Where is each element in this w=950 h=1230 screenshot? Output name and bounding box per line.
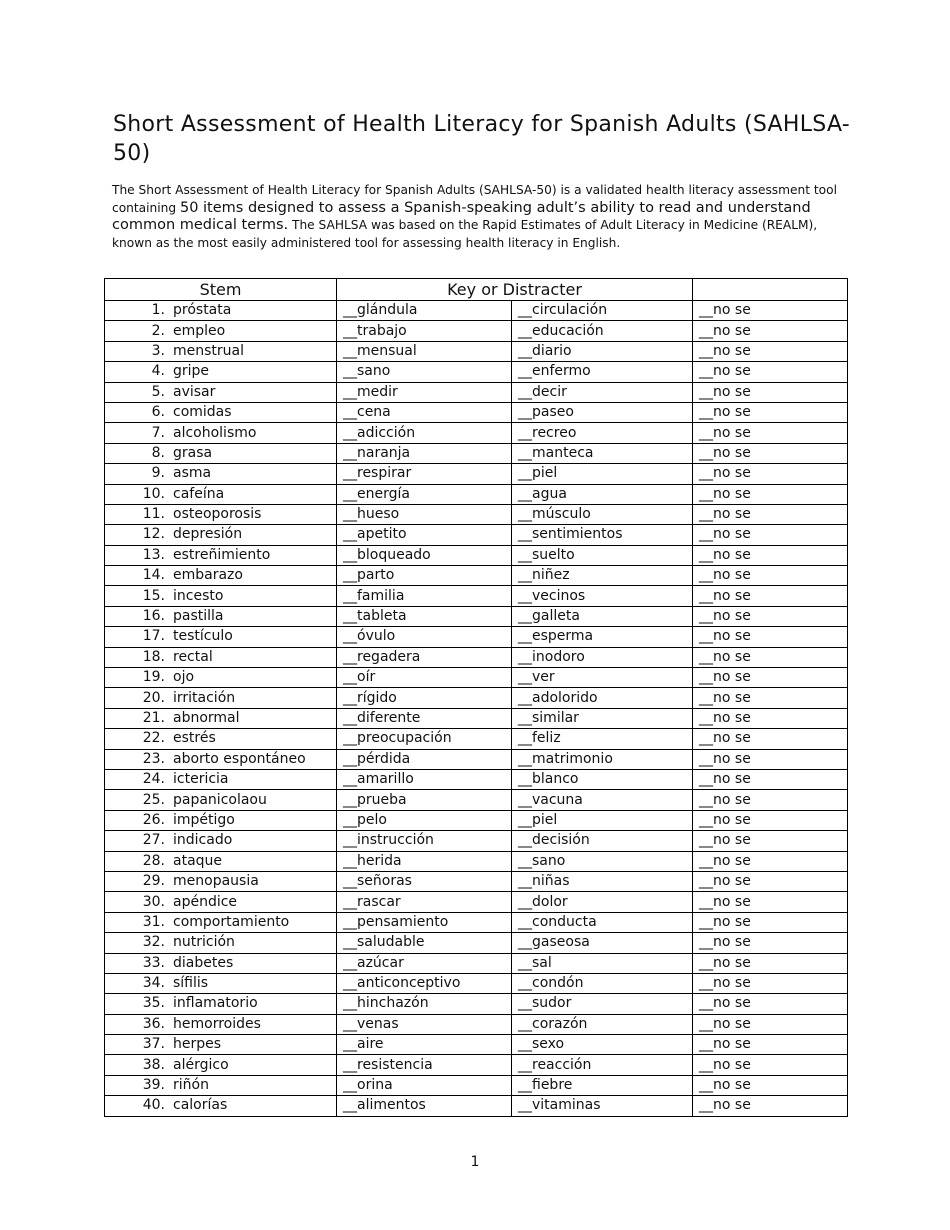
dont-know-option: __no se xyxy=(693,545,848,565)
key-option: __saludable xyxy=(337,933,512,953)
stem-cell xyxy=(105,933,337,953)
table-row xyxy=(105,301,848,321)
key-option: __glándula xyxy=(337,301,512,321)
stem-word: empleo xyxy=(173,322,226,339)
stem-word: osteoporosis xyxy=(173,506,262,523)
distracter-option: __galleta xyxy=(512,606,693,626)
key-option: __mensual xyxy=(337,341,512,361)
stem-cell xyxy=(105,1055,337,1075)
item-number: 31. xyxy=(142,913,165,930)
table-row xyxy=(105,423,848,443)
table-row xyxy=(105,341,848,361)
dont-know-option: __no se xyxy=(693,443,848,463)
key-option: __preocupación xyxy=(337,729,512,749)
stem-cell xyxy=(105,749,337,769)
distracter-option: __músculo xyxy=(512,504,693,524)
dont-know-option: __no se xyxy=(693,423,848,443)
table-row xyxy=(105,1075,848,1095)
item-number: 36. xyxy=(142,1015,165,1032)
distracter-option: __sano xyxy=(512,851,693,871)
stem-word: indicado xyxy=(173,832,233,849)
dont-know-option: __no se xyxy=(693,504,848,524)
dont-know-option: __no se xyxy=(693,1035,848,1055)
distracter-option: __matrimonio xyxy=(512,749,693,769)
dont-know-option: __no se xyxy=(693,525,848,545)
dont-know-option: __no se xyxy=(693,973,848,993)
table-row xyxy=(105,1055,848,1075)
table-row xyxy=(105,647,848,667)
stem-word: avisar xyxy=(173,383,216,400)
item-number: 23. xyxy=(142,750,165,767)
header-blank xyxy=(693,279,848,301)
stem-cell xyxy=(105,994,337,1014)
item-number: 34. xyxy=(142,975,165,992)
table-row xyxy=(105,382,848,402)
item-number: 30. xyxy=(142,893,165,910)
item-number: 25. xyxy=(142,791,165,808)
stem-word: estreñimiento xyxy=(173,546,271,563)
table-row xyxy=(105,525,848,545)
distracter-option: __vecinos xyxy=(512,586,693,606)
stem-word: irritación xyxy=(173,689,236,706)
distracter-option: __niñas xyxy=(512,871,693,891)
dont-know-option: __no se xyxy=(693,749,848,769)
key-option: __energía xyxy=(337,484,512,504)
stem-word: menopausia xyxy=(173,873,259,890)
dont-know-option: __no se xyxy=(693,484,848,504)
stem-cell xyxy=(105,566,337,586)
distracter-option: __enfermo xyxy=(512,362,693,382)
dont-know-option: __no se xyxy=(693,321,848,341)
stem-cell xyxy=(105,708,337,728)
key-option: __naranja xyxy=(337,443,512,463)
item-number: 21. xyxy=(142,710,165,726)
table-row xyxy=(105,1096,848,1116)
stem-word: asma xyxy=(173,465,212,482)
table-row xyxy=(105,504,848,524)
dont-know-option: __no se xyxy=(693,341,848,361)
key-option: __instrucción xyxy=(337,831,512,851)
dont-know-option: __no se xyxy=(693,301,848,321)
stem-word: diabetes xyxy=(173,954,234,971)
table-row xyxy=(105,994,848,1014)
distracter-option: __vitaminas xyxy=(512,1096,693,1116)
stem-word: alérgico xyxy=(173,1056,229,1073)
key-option: __óvulo xyxy=(337,627,512,647)
table-row xyxy=(105,545,848,565)
stem-word: menstrual xyxy=(173,342,245,359)
distracter-option: __manteca xyxy=(512,443,693,463)
item-number: 6. xyxy=(151,404,165,421)
stem-cell xyxy=(105,1035,337,1055)
table-row xyxy=(105,1014,848,1034)
item-number: 13. xyxy=(142,546,165,563)
dont-know-option: __no se xyxy=(693,790,848,810)
key-option: __venas xyxy=(337,1014,512,1034)
key-option: __azúcar xyxy=(337,953,512,973)
item-number: 12. xyxy=(142,526,165,543)
stem-word: próstata xyxy=(173,302,232,319)
item-number: 18. xyxy=(142,648,165,665)
key-option: __rascar xyxy=(337,892,512,912)
key-option: __herida xyxy=(337,851,512,871)
key-option: __pensamiento xyxy=(337,912,512,932)
table-row xyxy=(105,321,848,341)
key-option: __aire xyxy=(337,1035,512,1055)
key-option: __alimentos xyxy=(337,1096,512,1116)
table-row xyxy=(105,708,848,728)
item-number: 9. xyxy=(151,465,165,482)
dont-know-option: __no se xyxy=(693,627,848,647)
stem-cell xyxy=(105,973,337,993)
stem-cell xyxy=(105,688,337,708)
stem-cell xyxy=(105,871,337,891)
table-row xyxy=(105,362,848,382)
table-body xyxy=(105,301,848,1117)
item-number: 19. xyxy=(142,669,165,686)
item-number: 2. xyxy=(151,322,165,339)
distracter-option: __paseo xyxy=(512,402,693,422)
dont-know-option: __no se xyxy=(693,708,848,728)
table-row xyxy=(105,851,848,871)
stem-cell xyxy=(105,627,337,647)
table-row xyxy=(105,892,848,912)
stem-word: impétigo xyxy=(173,811,235,828)
distracter-option: __vacuna xyxy=(512,790,693,810)
item-number: 29. xyxy=(142,873,165,890)
stem-word: grasa xyxy=(173,444,213,461)
dont-know-option: __no se xyxy=(693,810,848,830)
stem-cell xyxy=(105,851,337,871)
dont-know-option: __no se xyxy=(693,1096,848,1116)
key-option: __prueba xyxy=(337,790,512,810)
stem-word: ataque xyxy=(173,852,223,869)
stem-word: gripe xyxy=(173,363,210,380)
item-number: 24. xyxy=(142,771,165,788)
header-key-or-distracter: Key or Distracter xyxy=(337,279,693,301)
intro-text-1: The Short Assessment of Health Literacy for Spanish Adults (SAHLSA-50) is a validated health literacy assessment tool containing xyxy=(112,183,837,215)
stem-word: ictericia xyxy=(173,771,229,788)
key-option: __respirar xyxy=(337,464,512,484)
stem-word: cafeína xyxy=(173,485,225,502)
stem-word: ojo xyxy=(173,669,195,686)
item-number: 4. xyxy=(151,363,165,380)
item-number: 28. xyxy=(142,852,165,869)
stem-cell xyxy=(105,1075,337,1095)
stem-word: depresión xyxy=(173,526,243,543)
stem-word: embarazo xyxy=(173,567,243,584)
key-option: __diferente xyxy=(337,708,512,728)
table-row xyxy=(105,871,848,891)
distracter-option: __sexo xyxy=(512,1035,693,1055)
distracter-option: __condón xyxy=(512,973,693,993)
stem-cell xyxy=(105,382,337,402)
item-number: 32. xyxy=(142,934,165,951)
key-option: __rígido xyxy=(337,688,512,708)
stem-word: calorías xyxy=(173,1097,228,1114)
distracter-option: __similar xyxy=(512,708,693,728)
stem-word: alcoholismo xyxy=(173,424,257,441)
key-option: __trabajo xyxy=(337,321,512,341)
table-row xyxy=(105,484,848,504)
stem-cell xyxy=(105,321,337,341)
table-row xyxy=(105,790,848,810)
table-row xyxy=(105,443,848,463)
stem-word: sífilis xyxy=(173,975,209,992)
stem-word: pastilla xyxy=(173,608,224,625)
distracter-option: __sentimientos xyxy=(512,525,693,545)
page-number: 1 xyxy=(470,1154,480,1170)
distracter-option: __circulación xyxy=(512,301,693,321)
item-number: 26. xyxy=(142,811,165,828)
item-number: 7. xyxy=(151,424,165,441)
distracter-option: __decisión xyxy=(512,831,693,851)
key-option: __amarillo xyxy=(337,769,512,789)
table-row xyxy=(105,627,848,647)
stem-cell xyxy=(105,892,337,912)
table-row xyxy=(105,933,848,953)
key-option: __parto xyxy=(337,566,512,586)
table-row xyxy=(105,973,848,993)
table-row xyxy=(105,606,848,626)
intro-paragraph xyxy=(112,182,842,252)
distracter-option: __educación xyxy=(512,321,693,341)
item-number: 37. xyxy=(142,1036,165,1053)
stem-cell xyxy=(105,484,337,504)
distracter-option: __sudor xyxy=(512,994,693,1014)
stem-word: testículo xyxy=(173,628,233,645)
table-row xyxy=(105,688,848,708)
item-number: 15. xyxy=(142,587,165,604)
distracter-option: __fiebre xyxy=(512,1075,693,1095)
stem-word: abnormal xyxy=(173,710,240,726)
item-number: 27. xyxy=(142,832,165,849)
key-option: __bloqueado xyxy=(337,545,512,565)
key-option: __orina xyxy=(337,1075,512,1095)
stem-word: nutrición xyxy=(173,934,235,951)
stem-cell xyxy=(105,831,337,851)
stem-word: incesto xyxy=(173,587,224,604)
table-row xyxy=(105,668,848,688)
table-row xyxy=(105,729,848,749)
intro-text-2: 50 items designed to assess a Spanish-speaking adult’s ability to read and understand common medical terms. xyxy=(112,199,811,233)
dont-know-option: __no se xyxy=(693,688,848,708)
dont-know-option: __no se xyxy=(693,1055,848,1075)
stem-cell xyxy=(105,402,337,422)
dont-know-option: __no se xyxy=(693,668,848,688)
stem-word: papanicolaou xyxy=(173,791,267,808)
item-number: 11. xyxy=(142,506,165,523)
intro-text-3: The SAHLSA was based on the Rapid Estimates of Adult Literacy in Medicine (REALM), known as the most easily administered tool for assessing health literacy in English. xyxy=(112,218,818,250)
key-option: __oír xyxy=(337,668,512,688)
stem-cell xyxy=(105,301,337,321)
distracter-option: __diario xyxy=(512,341,693,361)
table-row xyxy=(105,831,848,851)
distracter-option: __blanco xyxy=(512,769,693,789)
distracter-option: __feliz xyxy=(512,729,693,749)
key-option: __señoras xyxy=(337,871,512,891)
stem-cell xyxy=(105,953,337,973)
stem-cell xyxy=(105,443,337,463)
distracter-option: __corazón xyxy=(512,1014,693,1034)
stem-word: comportamiento xyxy=(173,913,290,930)
key-option: __familia xyxy=(337,586,512,606)
stem-word: estrés xyxy=(173,730,216,747)
table-row xyxy=(105,464,848,484)
key-option: __pérdida xyxy=(337,749,512,769)
item-number: 16. xyxy=(142,608,165,625)
dont-know-option: __no se xyxy=(693,566,848,586)
table-row xyxy=(105,769,848,789)
stem-cell xyxy=(105,606,337,626)
item-number: 39. xyxy=(142,1077,165,1094)
key-option: __adicción xyxy=(337,423,512,443)
key-option: __hueso xyxy=(337,504,512,524)
key-option: __hinchazón xyxy=(337,994,512,1014)
stem-cell xyxy=(105,464,337,484)
item-number: 10. xyxy=(142,485,165,502)
item-number: 1. xyxy=(151,302,165,319)
distracter-option: __sal xyxy=(512,953,693,973)
distracter-option: __agua xyxy=(512,484,693,504)
dont-know-option: __no se xyxy=(693,1014,848,1034)
dont-know-option: __no se xyxy=(693,933,848,953)
item-number: 17. xyxy=(142,628,165,645)
dont-know-option: __no se xyxy=(693,606,848,626)
stem-word: rectal xyxy=(173,648,213,665)
dont-know-option: __no se xyxy=(693,871,848,891)
distracter-option: __niñez xyxy=(512,566,693,586)
key-option: __cena xyxy=(337,402,512,422)
item-number: 3. xyxy=(151,342,165,359)
stem-cell xyxy=(105,504,337,524)
distracter-option: __adolorido xyxy=(512,688,693,708)
key-option: __resistencia xyxy=(337,1055,512,1075)
key-option: __regadera xyxy=(337,647,512,667)
item-number: 14. xyxy=(142,567,165,584)
key-option: __medir xyxy=(337,382,512,402)
dont-know-option: __no se xyxy=(693,892,848,912)
stem-cell xyxy=(105,545,337,565)
table-header-row xyxy=(105,279,848,301)
dont-know-option: __no se xyxy=(693,851,848,871)
item-number: 40. xyxy=(142,1097,165,1114)
table-row xyxy=(105,810,848,830)
key-option: __tableta xyxy=(337,606,512,626)
stem-cell xyxy=(105,1014,337,1034)
stem-word: herpes xyxy=(173,1036,222,1053)
stem-cell xyxy=(105,1096,337,1116)
dont-know-option: __no se xyxy=(693,1075,848,1095)
distracter-option: __piel xyxy=(512,464,693,484)
stem-cell xyxy=(105,423,337,443)
dont-know-option: __no se xyxy=(693,586,848,606)
stem-cell xyxy=(105,362,337,382)
dont-know-option: __no se xyxy=(693,382,848,402)
table-row xyxy=(105,586,848,606)
stem-word: hemorroides xyxy=(173,1015,261,1032)
item-number: 5. xyxy=(151,383,165,400)
distracter-option: __conducta xyxy=(512,912,693,932)
dont-know-option: __no se xyxy=(693,362,848,382)
header-stem: Stem xyxy=(105,279,337,301)
key-option: __sano xyxy=(337,362,512,382)
dont-know-option: __no se xyxy=(693,953,848,973)
distracter-option: __ver xyxy=(512,668,693,688)
stem-word: comidas xyxy=(173,404,232,421)
table-row xyxy=(105,402,848,422)
stem-cell xyxy=(105,769,337,789)
key-option: __anticonceptivo xyxy=(337,973,512,993)
item-number: 33. xyxy=(142,954,165,971)
key-option: __apetito xyxy=(337,525,512,545)
distracter-option: __dolor xyxy=(512,892,693,912)
distracter-option: __reacción xyxy=(512,1055,693,1075)
stem-cell xyxy=(105,912,337,932)
table-row xyxy=(105,953,848,973)
distracter-option: __gaseosa xyxy=(512,933,693,953)
dont-know-option: __no se xyxy=(693,647,848,667)
page-title: Short Assessment of Health Literacy for Spanish Adults (SAHLSA-50) xyxy=(113,112,851,166)
item-number: 22. xyxy=(142,730,165,747)
stem-word: riñón xyxy=(173,1077,209,1094)
stem-cell xyxy=(105,668,337,688)
distracter-option: __decir xyxy=(512,382,693,402)
assessment-table xyxy=(104,278,848,1117)
dont-know-option: __no se xyxy=(693,769,848,789)
dont-know-option: __no se xyxy=(693,729,848,749)
table-row xyxy=(105,566,848,586)
item-number: 35. xyxy=(142,995,165,1012)
stem-cell xyxy=(105,810,337,830)
stem-cell xyxy=(105,790,337,810)
key-option: __pelo xyxy=(337,810,512,830)
distracter-option: __esperma xyxy=(512,627,693,647)
item-number: 8. xyxy=(151,444,165,461)
distracter-option: __piel xyxy=(512,810,693,830)
stem-cell xyxy=(105,729,337,749)
stem-cell xyxy=(105,525,337,545)
distracter-option: __recreo xyxy=(512,423,693,443)
distracter-option: __suelto xyxy=(512,545,693,565)
stem-cell xyxy=(105,341,337,361)
dont-know-option: __no se xyxy=(693,464,848,484)
dont-know-option: __no se xyxy=(693,912,848,932)
stem-word: inflamatorio xyxy=(173,995,258,1012)
item-number: 20. xyxy=(142,689,165,706)
table-row xyxy=(105,749,848,769)
table-row xyxy=(105,912,848,932)
stem-word: aborto espontáneo xyxy=(173,750,306,767)
item-number: 38. xyxy=(142,1056,165,1073)
dont-know-option: __no se xyxy=(693,831,848,851)
distracter-option: __inodoro xyxy=(512,647,693,667)
table-row xyxy=(105,1035,848,1055)
stem-word: apéndice xyxy=(173,893,238,910)
dont-know-option: __no se xyxy=(693,994,848,1014)
stem-cell xyxy=(105,647,337,667)
dont-know-option: __no se xyxy=(693,402,848,422)
stem-cell xyxy=(105,586,337,606)
